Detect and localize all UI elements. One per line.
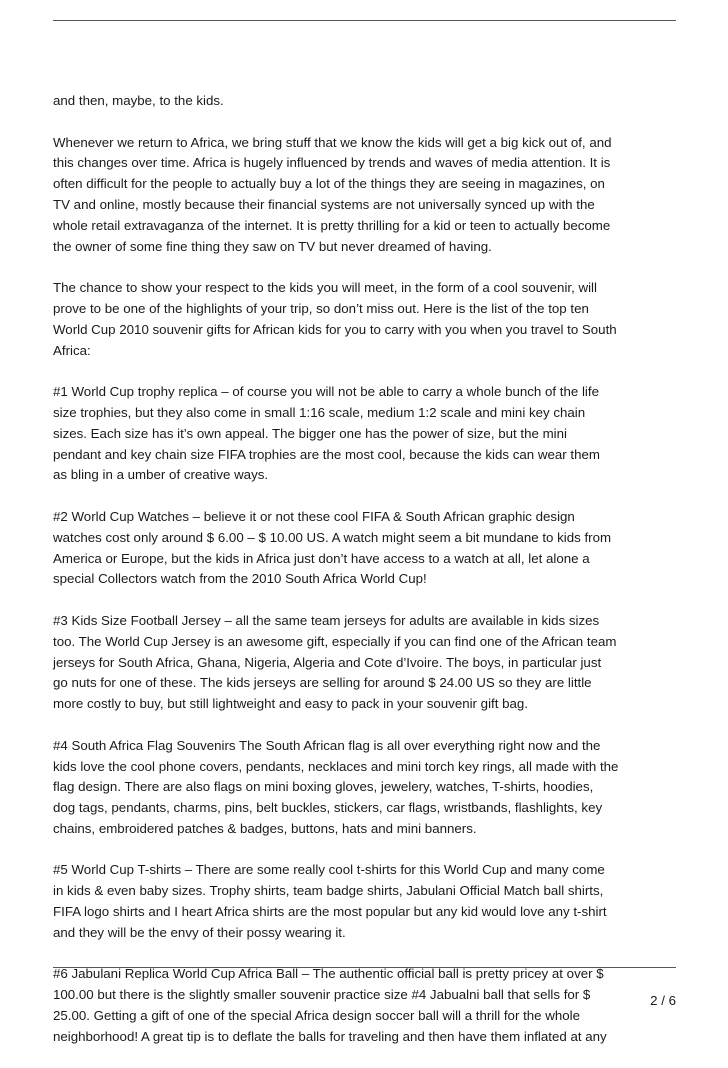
- page-number: 2 / 6: [650, 993, 676, 1008]
- paragraph: #4 South Africa Flag Souvenirs The South African flag is all over everything right now and the kids love the cool phone covers, pendants, necklaces and mini torch key rings, all made with the flag design. There are also flags on mini boxing gloves, jewelery, watches, T-shirts, hoodies, dog tags, pendants, charms, pins, belt buckles, stickers, car flags, wristbands, flashlights, key chains, embroidered patches & badges, buttons, hats and mini banners.: [53, 737, 619, 836]
- header-divider: [53, 20, 676, 21]
- paragraph: #2 World Cup Watches – believe it or not these cool FIFA & South African graphic design watches cost only around $ 6.00 – $ 10.00 US. A watch might seem a bit mundane to kids from America or Europe, but the kids in Africa just don’t have access to a watch at all, let alone a special Collectors watch from the 2010 South Africa World Cup!: [53, 508, 612, 587]
- paragraph: #1 World Cup trophy replica – of course you will not be able to carry a whole bunch of the life size trophies, but they also come in small 1:16 scale, medium 1:2 scale and mini key chain sizes. Each size has it’s own appeal. The bigger one has the power of size, but the mini pendant and key chain size FIFA trophies are the most cool, because the kids can wear them as bling in a umber of creative ways.: [53, 384, 600, 483]
- paragraph: #3 Kids Size Football Jersey – all the same team jerseys for adults are available in kids sizes too. The World Cup Jersey is an awesome gift, especially if you can find one of the African team jerseys for South Africa, Ghana, Nigeria, Algeria and Cote d’Ivoire. The boys, in particular just go nuts for one of these. The kids jerseys are selling for around $ 24.00 US so they are little more costly to buy, but still lightweight and easy to pack in your souvenir gift bag.: [53, 612, 617, 712]
- paragraph: The chance to show your respect to the kids you will meet, in the form of a cool souvenir, will prove to be one of the highlights of your trip, so don’t miss out. Here is the list of the top ten World Cup 2010 souvenir gifts for African kids for you to carry with you when you travel to South Africa:: [53, 280, 617, 358]
- document-body: [53, 91, 679, 1068]
- paragraph: Whenever we return to Africa, we bring stuff that we know the kids will get a big kick out of, and this changes over time. Africa is hugely influenced by trends and waves of media attention. It is often difficult for the people to actually buy a lot of the things they are seeing in magazines, on TV and online, mostly because their financial systems are not universally synced up with the whole retail extravaganza of the internet. It is pretty thrilling for a kid or teen to actually become the owner of some fine thing they saw on TV but never dreamed of having.: [53, 134, 612, 254]
- paragraph: #5 World Cup T-shirts – There are some really cool t-shirts for this World Cup and many come in kids & even baby sizes. Trophy shirts, team badge shirts, Jabulani Official Match ball shirts, FIFA logo shirts and I heart Africa shirts are the most popular but any kid would love any t-shirt and they will be the envy of their possy wearing it.: [53, 862, 607, 940]
- paragraph: and then, maybe, to the kids.: [53, 93, 224, 108]
- paragraph: #6 Jabulani Replica World Cup Africa Ball – The authentic official ball is pretty pricey at over $ 100.00 but there is the slightly smaller souvenir practice size #4 Jabualni ball that sells for $ 25.00. Getting a gift of one of the special Africa design soccer ball will a thrill for the whole neighborhood! A great tip is to deflate the balls for traveling and then have them inflated at any: [53, 966, 607, 1044]
- footer-divider: [53, 967, 676, 968]
